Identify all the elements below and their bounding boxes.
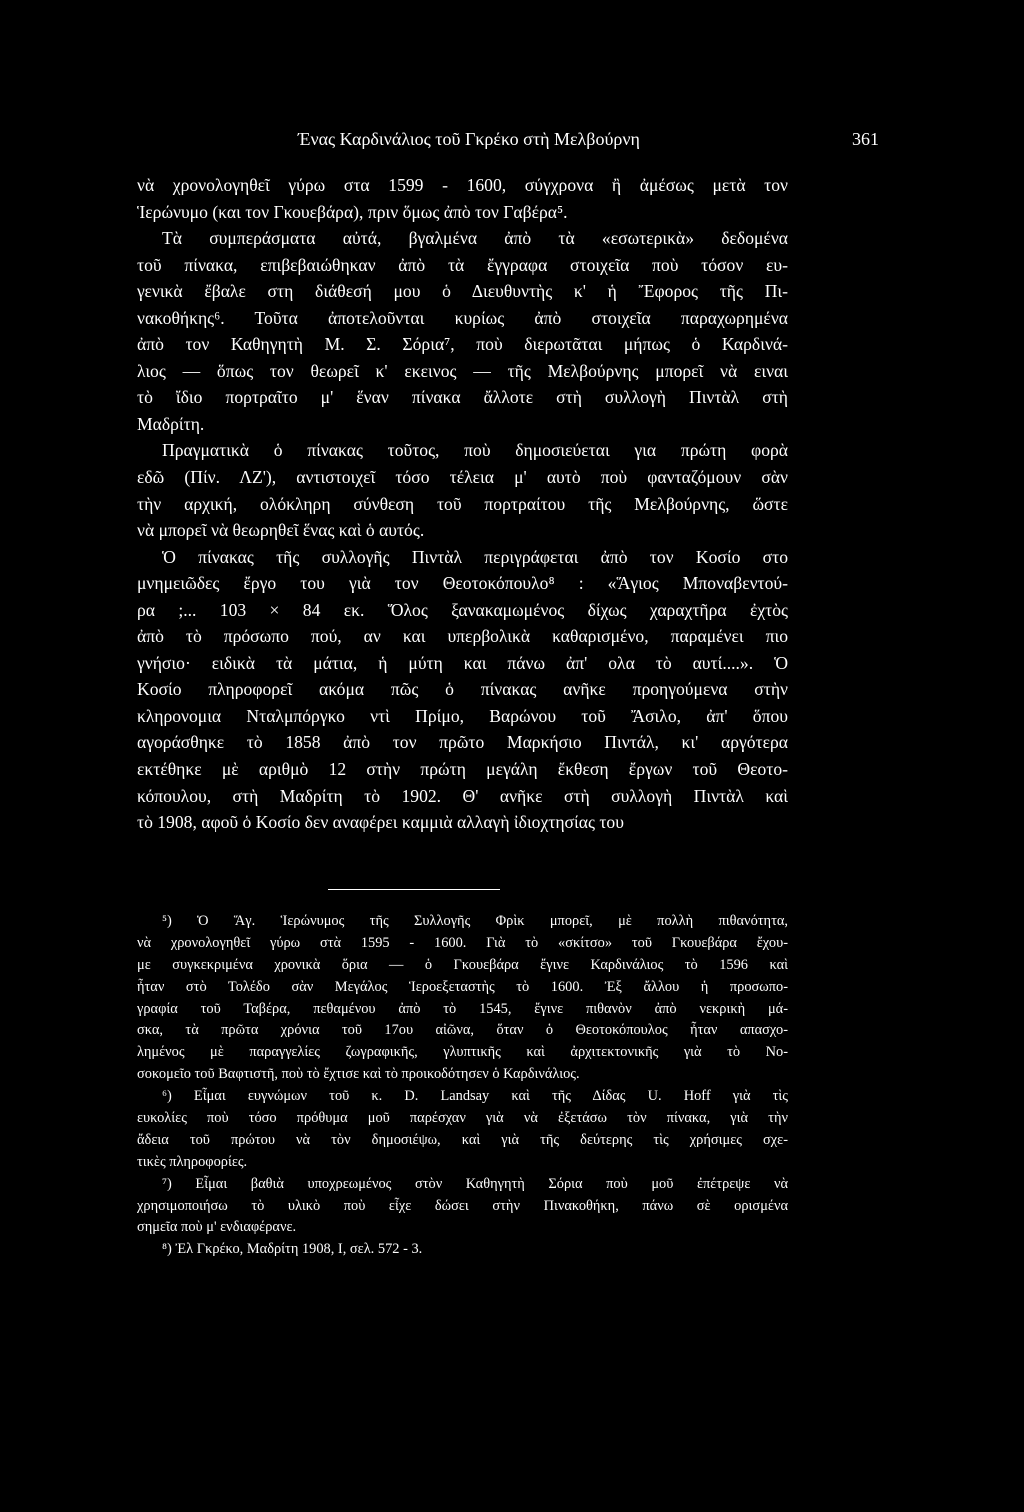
text-line: τὴν αρχική, ολόκληρη σύνθεση τοῦ πορτραίτου τῆς Μελβούρνης, ὥστε (137, 493, 788, 514)
footnote-line: ⁵) Ὁ Ἅγ. Ἱερώνυμος τῆς Συλλογῆς Φρὶκ μπορεῖ, μὲ πολλὴ πιθανότητα, (162, 913, 788, 929)
text-line: Μαδρίτη. (137, 413, 205, 434)
text-line: Πραγματικὰ ὁ πίνακας τοῦτος, ποὺ δημοσιεύεται για πρώτη φορὰ (162, 440, 788, 461)
text-line: γνήσιο· ειδικὰ τὰ μάτια, ἡ μύτη και πάνω ἀπ' ολα τὸ αυτί....». Ὁ (137, 652, 788, 673)
text-line: Ἱερώνυμο (και τον Γκουεβάρα), πριν ὅμως ἀπὸ τον Γαβέρα⁵. (137, 201, 568, 222)
text-line: λιος — ὅπως τον θεωρεῖ κ' εκεινος — τῆς Μελβούρνης μπορεῖ νὰ ειναι (137, 360, 788, 381)
text-line: αγοράσθηκε τὸ 1858 ἀπὸ τον πρῶτο Μαρκήσιο Πιντάλ, κι' αργότερα (137, 732, 788, 753)
footnote-line: νὰ χρονολογηθεῖ γύρω στὰ 1595 - 1600. Γιὰ τὸ «σκίτσο» τοῦ Γκουεβάρα ἔχου- (137, 934, 788, 951)
text-line: Κοσίο πληροφορεῖ ακόμα πῶς ὁ πίνακας ανῆκε προηγούμενα στὴν (137, 679, 788, 700)
text-line: εδῶ (Πίν. ΛΖ'), αντιστοιχεῖ τόσο τέλεια μ' αυτὸ ποὺ φανταζόμουν σὰν (137, 467, 788, 488)
text-line: μνημειῶδες ἔργο του γιὰ τον Θεοτοκόπουλο⁸ : «Ἅγιος Μποναβεντού- (137, 573, 788, 594)
running-header (0, 124, 1024, 154)
footnote-line: ⁶) Εἶμαι ευγνώμων τοῦ κ. D. Landsay καὶ τῆς Δίδας U. Hoff γιὰ τὶς (162, 1088, 788, 1105)
running-title: Ένας Καρδινάλιος τοῦ Γκρέκο στὴ Μελβούρνη (298, 129, 640, 149)
main-text (137, 172, 788, 836)
footnote-line: τικὲς πληροφορίες. (137, 1153, 248, 1170)
text-line: ρα ;... 103 × 84 εκ. Ὅλος ξανακαμωμένος δίχως χαραχτῆρα ἐχτὸς (137, 599, 788, 620)
footnote-line: ⁷) Εἶμαι βαθιὰ υποχρεωμένος στὸν Καθηγητὴ Σόρια ποὺ μοῦ ἐπέτρεψε νὰ (162, 1175, 788, 1192)
text-line: νὰ μπορεῖ νὰ θεωρηθεῖ ἕνας καὶ ὁ αυτός. (137, 520, 425, 541)
footnote-line: με συγκεκριμένα χρονικὰ ὅρια — ὁ Γκουεβάρα ἔγινε Καρδινάλιος τὸ 1596 καὶ (137, 956, 788, 973)
text-line: κληρονομια Νταλμπόργκο ντὶ Πρίμο, Βαρώνου τοῦ Ἄσιλο, ἀπ' ὅπου (137, 705, 788, 726)
text-line: Τὰ συμπεράσματα αὐτά, βγαλμένα ἀπὸ τὰ «εσωτερικὰ» δεδομένα (162, 228, 788, 249)
footnote-line: λημένος μὲ παραγγελίες ζωγραφικῆς, γλυπτικῆς καὶ ἀρχιτεκτονικῆς γιὰ τὸ Νο- (137, 1044, 788, 1061)
text-line: νακοθήκης⁶. Τοῦτα ἀποτελοῦνται κυρίως ἀπὸ στοιχεῖα παραχωρημένα (137, 307, 788, 328)
footnote-line: ⁸) Ἐλ Γκρέκο, Μαδρίτη 1908, Ι, σελ. 572 - 3. (162, 1241, 423, 1258)
footnote-line: ἄδεια τοῦ πρώτου νὰ τὸν δημοσιέψω, καὶ γιὰ τῆς δεύτερης τὶς χρήσιμες σχε- (137, 1131, 788, 1148)
page-number: 361 (852, 129, 879, 149)
text-line: εκτέθηκε μὲ αριθμὸ 12 στὴν πρώτη μεγάλη ἔκθεση ἔργων τοῦ Θεοτο- (137, 759, 788, 780)
text-line: τὸ 1908, αφοῦ ὁ Κοσίο δεν αναφέρει καμμιὰ αλλαγὴ ἰδιοχτησίας του (137, 812, 624, 833)
text-line: τοῦ πίνακα, επιβεβαιώθηκαν ἀπὸ τὰ ἔγγραφα στοιχεῖα ποὺ τόσον ευ- (137, 254, 788, 275)
text-line: κόπουλου, στὴ Μαδρίτη τὸ 1902. Θ' ανῆκε στὴ συλλογὴ Πιντὰλ καὶ (137, 785, 788, 806)
footnote-line: ευκολίες ποὺ τόσο πρόθυμα μοῦ παρέσχαν γιὰ νὰ ἐξετάσω τὸν πίνακα, γιὰ τὴν (137, 1110, 788, 1127)
footnote-separator (328, 889, 500, 890)
footnote-line: σοκομεῖο τοῦ Βαφτιστῆ, ποὺ τὸ ἔχτισε καὶ τὸ προικοδότησεν ὁ Καρδινάλιος. (137, 1066, 580, 1083)
footnote-line: σκα, τὰ πρῶτα χρόνια τοῦ 17ου αἰῶνα, ὅταν ὁ Θεοτοκόπουλος ἦταν απασχο- (137, 1022, 788, 1039)
footnote-line: ἦταν στὸ Τολέδο σὰν Μεγάλος Ἱεροεξεταστὴς τὸ 1600. Ἐξ ἄλλου ἡ προσωπο- (137, 978, 788, 995)
footnotes (137, 911, 788, 1261)
text-line: ἀπὸ τὸ πρόσωπο πού, αν και υπερβολικὰ καθαρισμένο, παραμένει πιο (137, 626, 788, 647)
text-line: ἀπὸ τον Καθηγητὴ Μ. Σ. Σόρια⁷, ποὺ διερωτᾶται μήπως ὁ Καρδινά- (137, 334, 788, 355)
text-line: τὸ ἴδιο πορτραῖτο μ' ἕναν πίνακα ἄλλοτε στὴ συλλογὴ Πιντὰλ στὴ (137, 387, 788, 408)
footnote-line: χρησιμοποιήσω τὸ υλικὸ ποὺ εἶχε δώσει στὴν Πινακοθήκη, πάνω σὲ ορισμένα (137, 1197, 788, 1214)
footnote-line: σημεῖα ποὺ μ' ενδιαφέρανε. (137, 1219, 297, 1236)
text-line: νὰ χρονολογηθεῖ γύρω στα 1599 - 1600, σύγχρονα ἢ ἀμέσως μετὰ τον (137, 175, 788, 195)
footnote-line: γραφία τοῦ Ταβέρα, πεθαμένου ἀπὸ τὸ 1545, ἔγινε πιθανὸν ἀπὸ νεκρικὴ μά- (137, 1000, 788, 1017)
text-line: Ὁ πίνακας τῆς συλλογῆς Πιντὰλ περιγράφεται ἀπὸ τον Κοσίο στο (162, 546, 788, 567)
text-line: γενικὰ ἔβαλε στη διάθεσή μου ὁ Διευθυντὴς κ' ἡ Ἔφορος τῆς Πι- (137, 281, 788, 302)
